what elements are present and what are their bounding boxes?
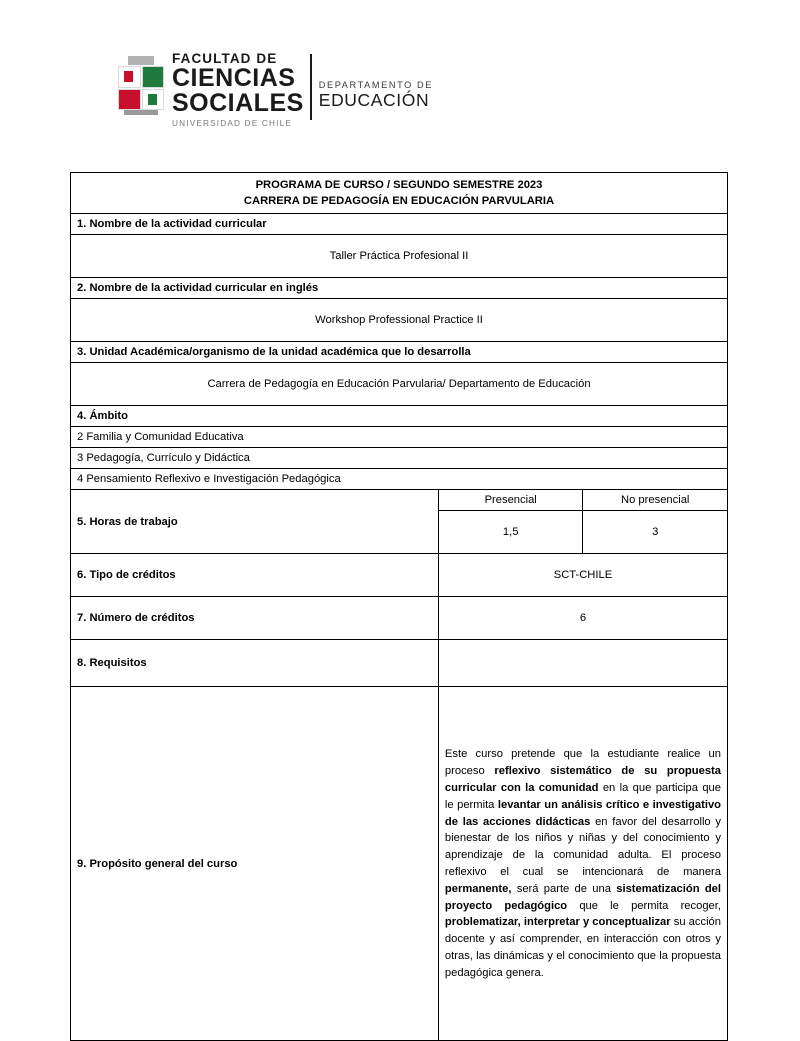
faculty-line-3: SOCIALES xyxy=(172,89,304,118)
row-label-numero-creditos: 7. Número de créditos xyxy=(71,597,439,640)
row-value-nombre-ingles: Workshop Professional Practice II xyxy=(71,299,728,342)
table-row xyxy=(71,597,728,640)
crest-top xyxy=(128,56,154,65)
table-row xyxy=(71,469,728,490)
row-value-nombre-actividad: Taller Práctica Profesional II xyxy=(71,235,728,278)
row-label-nombre-ingles: 2. Nombre de la actividad curricular en inglés xyxy=(71,278,728,299)
purpose-part-3: en favor del desarrollo y bienestar de los niños y niñas y del conocimiento y aprendizaje de la comunidad adulta. El proceso reflexivo el cual se intencionará de manera xyxy=(444,815,721,878)
horas-col-presencial-value: 1,5 xyxy=(438,511,583,554)
table-row xyxy=(71,448,728,469)
table-row xyxy=(71,406,728,427)
table-row xyxy=(71,299,728,342)
course-program-table xyxy=(70,172,728,1041)
purpose-bold-5: problematizar, interpretar y conceptualizar xyxy=(444,916,671,929)
purpose-bold-2: levantar un análisis crítico e investigativo de las acciones didácticas xyxy=(444,798,721,828)
table-row xyxy=(71,278,728,299)
purpose-bold-1: reflexivo sistemático de su propuesta curricular con la comunidad xyxy=(444,765,721,794)
faculty-wordmark xyxy=(172,52,310,130)
purpose-bold-4: sistematización del proyecto pedagógico xyxy=(444,882,721,912)
row-label-nombre-actividad: 1. Nombre de la actividad curricular xyxy=(71,214,728,235)
ambito-item-2: 3 Pedagogía, Currículo y Didáctica xyxy=(71,448,728,469)
faculty-logo xyxy=(118,52,433,130)
purpose-part-2: en la que participa que le permita xyxy=(444,781,722,811)
crest-base xyxy=(124,110,158,115)
faculty-line-1: FACULTAD DE xyxy=(172,51,278,66)
university-crest-icon xyxy=(118,56,164,118)
crest-body xyxy=(118,66,164,110)
row-value-unidad-academica: Carrera de Pedagogía en Educación Parvularia/ Departamento de Educación xyxy=(71,363,728,406)
row-label-tipo-creditos: 6. Tipo de créditos xyxy=(71,554,439,597)
row-label-ambito: 4. Ámbito xyxy=(71,406,728,427)
horas-col-no-presencial-head: No presencial xyxy=(583,490,728,511)
row-label-requisitos: 8. Requisitos xyxy=(71,640,439,687)
header-line-2: CARRERA DE PEDAGOGÍA EN EDUCACIÓN PARVULARIA xyxy=(243,195,555,208)
row-value-proposito-general xyxy=(438,687,727,1041)
department-line-1: DEPARTAMENTO DE xyxy=(318,79,433,90)
table-row xyxy=(71,640,728,687)
horas-col-no-presencial-value: 3 xyxy=(583,511,728,554)
purpose-part-6: su acción docente y así comprender, en interacción con otros y otras, las dinámicas y el conocimiento que la propuesta pedagógica genera. xyxy=(444,916,722,979)
row-value-numero-creditos: 6 xyxy=(438,597,727,640)
crest-quadrant-1 xyxy=(118,66,141,88)
table-row xyxy=(71,214,728,235)
row-value-requisitos xyxy=(438,640,727,687)
purpose-part-1: Este curso pretende que la estudiante realice un proceso xyxy=(444,748,721,778)
horas-col-presencial-head: Presencial xyxy=(438,490,583,511)
logo-wordmark xyxy=(172,52,433,130)
university-line: UNIVERSIDAD DE CHILE xyxy=(172,119,292,129)
table-row xyxy=(71,490,728,511)
ambito-item-1: 2 Familia y Comunidad Educativa xyxy=(71,427,728,448)
crest-quadrant-3 xyxy=(118,89,141,111)
department-line-2: EDUCACIÓN xyxy=(318,89,430,110)
row-label-unidad-academica: 3. Unidad Académica/organismo de la unidad académica que lo desarrolla xyxy=(71,342,728,363)
faculty-line-2: CIENCIAS xyxy=(172,64,296,93)
row-label-horas-trabajo: 5. Horas de trabajo xyxy=(71,490,439,554)
table-row xyxy=(71,427,728,448)
crest-quadrant-4 xyxy=(142,89,165,111)
program-header-cell xyxy=(71,173,728,214)
row-label-proposito-general: 9. Propósito general del curso xyxy=(71,687,439,1041)
purpose-part-4: será parte de una xyxy=(511,882,617,895)
crest-quadrant-2 xyxy=(142,66,165,88)
table-row xyxy=(71,342,728,363)
purpose-part-5: que le permita recoger, xyxy=(567,899,721,912)
row-value-tipo-creditos: SCT-CHILE xyxy=(438,554,727,597)
table-row xyxy=(71,235,728,278)
header-line-1: PROGRAMA DE CURSO / SEGUNDO SEMESTRE 2023 xyxy=(255,179,543,191)
table-row xyxy=(71,363,728,406)
table-row-header xyxy=(71,173,728,214)
table-row xyxy=(71,687,728,1041)
logo-divider xyxy=(310,54,312,120)
department-wordmark xyxy=(319,72,433,110)
purpose-bold-3: permanente, xyxy=(444,882,512,895)
ambito-item-3: 4 Pensamiento Reflexivo e Investigación Pedagógica xyxy=(71,469,728,490)
table-row xyxy=(71,554,728,597)
